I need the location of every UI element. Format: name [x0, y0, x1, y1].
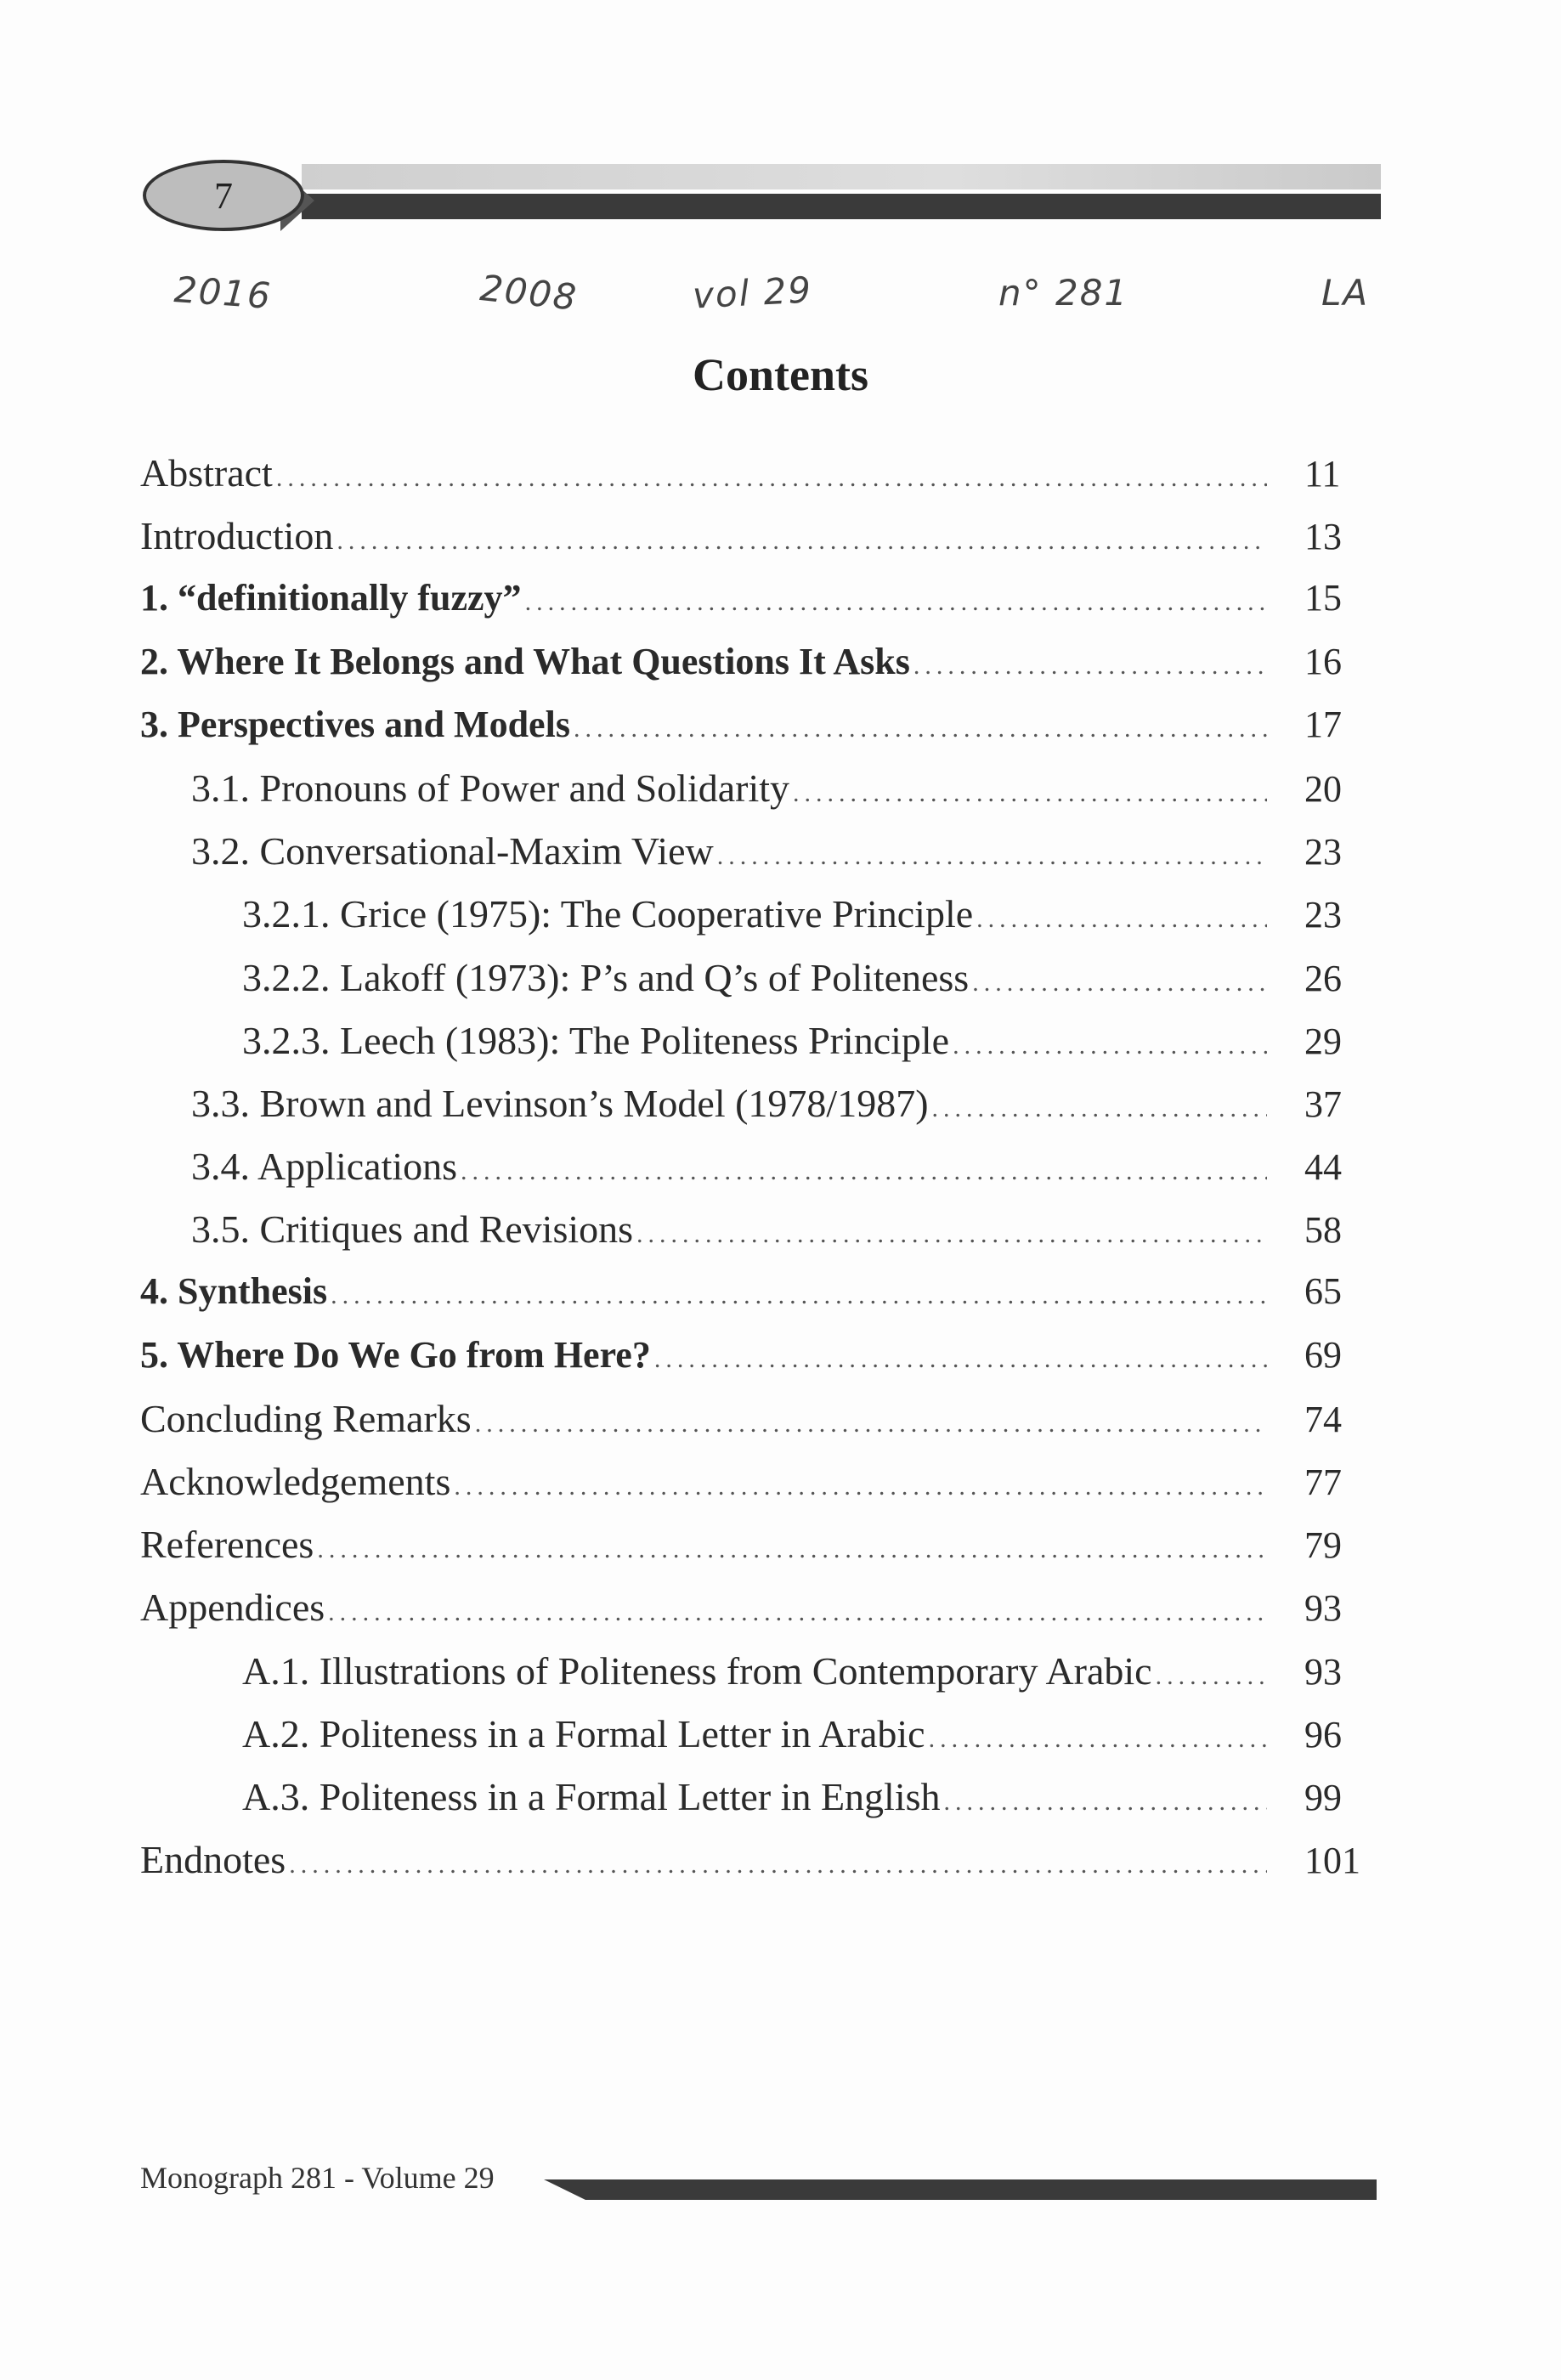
toc-entry-page: 58 [1304, 1209, 1342, 1252]
toc-entry[interactable] [140, 576, 1372, 639]
header-bar [302, 164, 1381, 225]
toc-dot-leader [929, 1725, 1267, 1754]
toc-dot-leader [976, 905, 1267, 934]
toc-entry-label: 3.2.3. Leech (1983): The Politeness Principle [242, 1018, 950, 1062]
toc-entry[interactable] [140, 1333, 1372, 1396]
toc-entry[interactable] [140, 1837, 1372, 1900]
toc-entry[interactable] [140, 1711, 1372, 1774]
toc-entry-label: 3.3. Brown and Levinson’s Model (1978/1987) [191, 1081, 929, 1125]
toc-entry-label: 5. Where Do We Go from Here? [140, 1333, 651, 1376]
page-title: Contents [692, 349, 868, 400]
toc-entry-page: 23 [1304, 894, 1342, 936]
toc-entry-page: 11 [1304, 453, 1341, 495]
toc-entry-page: 69 [1304, 1333, 1342, 1376]
toc-entry[interactable] [140, 1522, 1372, 1585]
toc-entry-label: 3.4. Applications [191, 1145, 458, 1189]
toc-entry-page: 79 [1304, 1524, 1342, 1567]
page-number: 7 [214, 174, 233, 217]
toc-entry-label: Appendices [140, 1586, 325, 1630]
toc-entry-page: 99 [1304, 1776, 1342, 1818]
toc-dot-leader [717, 842, 1267, 871]
toc-dot-leader [944, 1788, 1267, 1817]
toc-entry-page: 15 [1304, 577, 1342, 619]
toc-entry-label: A.1. Illustrations of Politeness from Contemporary Arabic [242, 1648, 1152, 1693]
toc-entry-label: 1. “definitionally fuzzy” [140, 577, 522, 619]
toc-entry[interactable] [140, 955, 1372, 1018]
toc-entry[interactable] [140, 640, 1372, 703]
toc-entry[interactable] [140, 1207, 1372, 1269]
toc-dot-leader [654, 1345, 1267, 1374]
toc-entry-label: 3.2. Conversational-Maxim View [191, 829, 714, 873]
toc-entry-label: 3.5. Critiques and Revisions [191, 1207, 634, 1252]
toc-entry-page: 17 [1304, 703, 1342, 745]
toc-dot-leader [317, 1535, 1267, 1564]
table-of-contents [140, 450, 1372, 1900]
toc-entry-label: Concluding Remarks [140, 1396, 472, 1440]
toc-entry-page: 93 [1304, 1587, 1342, 1630]
toc-dot-leader [475, 1410, 1267, 1439]
toc-entry[interactable] [140, 891, 1372, 954]
toc-entry-page: 93 [1304, 1650, 1342, 1693]
toc-dot-leader [932, 1094, 1267, 1123]
toc-entry-label: 4. Synthesis [140, 1270, 328, 1313]
handwritten-note-initials: LA [1321, 272, 1370, 314]
toc-entry[interactable] [140, 1396, 1372, 1459]
toc-entry-page: 20 [1304, 767, 1342, 810]
toc-entry-label: A.2. Politeness in a Formal Letter in Arabic [242, 1711, 925, 1755]
toc-entry-label: 2. Where It Belongs and What Questions It Asks [140, 640, 910, 682]
toc-entry[interactable] [140, 766, 1372, 828]
toc-entry-page: 65 [1304, 1270, 1342, 1313]
toc-entry-label: 3. Perspectives and Models [140, 703, 570, 745]
toc-dot-leader [1156, 1662, 1267, 1691]
footer-text: Monograph 281 - Volume 29 [140, 2161, 495, 2195]
toc-entry[interactable] [140, 513, 1372, 576]
toc-entry[interactable] [140, 1585, 1372, 1648]
header-bar-light-stripe [302, 164, 1381, 189]
header-bar-dark-stripe [302, 194, 1381, 219]
toc-entry-page: 101 [1304, 1840, 1360, 1882]
toc-entry-label: Endnotes [140, 1838, 286, 1882]
toc-entry-page: 96 [1304, 1713, 1342, 1755]
toc-entry-page: 44 [1304, 1146, 1342, 1189]
handwritten-note-volume: vol 29 [691, 269, 814, 317]
toc-dot-leader [636, 1220, 1267, 1249]
toc-entry-page: 29 [1304, 1020, 1342, 1062]
toc-entry-label: References [140, 1523, 314, 1567]
toc-entry-page: 74 [1304, 1398, 1342, 1440]
toc-entry[interactable] [140, 1081, 1372, 1144]
toc-dot-leader [972, 969, 1267, 998]
toc-entry-label: 3.2.1. Grice (1975): The Cooperative Principle [242, 892, 974, 936]
toc-entry[interactable] [140, 828, 1372, 891]
toc-entry-page: 26 [1304, 957, 1342, 999]
toc-entry[interactable] [140, 1269, 1372, 1332]
toc-entry-label: 3.2.2. Lakoff (1973): P’s and Q’s of Politeness [242, 955, 970, 999]
toc-dot-leader [461, 1157, 1267, 1186]
toc-dot-leader [913, 652, 1267, 681]
toc-dot-leader [454, 1473, 1267, 1501]
toc-dot-leader [953, 1032, 1267, 1060]
toc-entry-page: 23 [1304, 831, 1342, 873]
toc-entry[interactable] [140, 1648, 1372, 1711]
toc-dot-leader [289, 1851, 1267, 1880]
toc-entry-label: Abstract [140, 451, 273, 495]
toc-entry-page: 13 [1304, 516, 1342, 558]
handwritten-note-year: 2016 [173, 269, 274, 317]
toc-entry[interactable] [140, 1144, 1372, 1207]
toc-dot-leader [328, 1598, 1267, 1627]
toc-entry-label: Acknowledgements [140, 1460, 451, 1503]
toc-entry-page: 77 [1304, 1461, 1342, 1503]
toc-dot-leader [337, 527, 1267, 556]
toc-dot-leader [525, 588, 1267, 617]
handwritten-note-year-2: 2008 [478, 267, 580, 319]
toc-dot-leader [276, 464, 1267, 493]
toc-entry[interactable] [140, 1774, 1372, 1837]
toc-entry-label: Introduction [140, 514, 334, 558]
toc-entry[interactable] [140, 450, 1372, 513]
toc-entry-label: 3.1. Pronouns of Power and Solidarity [191, 766, 790, 810]
toc-entry-page: 16 [1304, 640, 1342, 682]
toc-dot-leader [793, 779, 1267, 808]
toc-entry[interactable] [140, 1018, 1372, 1081]
page-number-badge [143, 160, 304, 231]
toc-dot-leader [574, 715, 1267, 743]
toc-dot-leader [331, 1281, 1267, 1310]
toc-entry-label: A.3. Politeness in a Formal Letter in English [242, 1774, 941, 1818]
handwritten-note-number: n° 281 [998, 272, 1129, 314]
toc-entry-page: 37 [1304, 1083, 1342, 1125]
footer-bar [544, 2179, 1377, 2200]
toc-entry[interactable] [140, 1459, 1372, 1522]
toc-entry[interactable] [140, 703, 1372, 766]
